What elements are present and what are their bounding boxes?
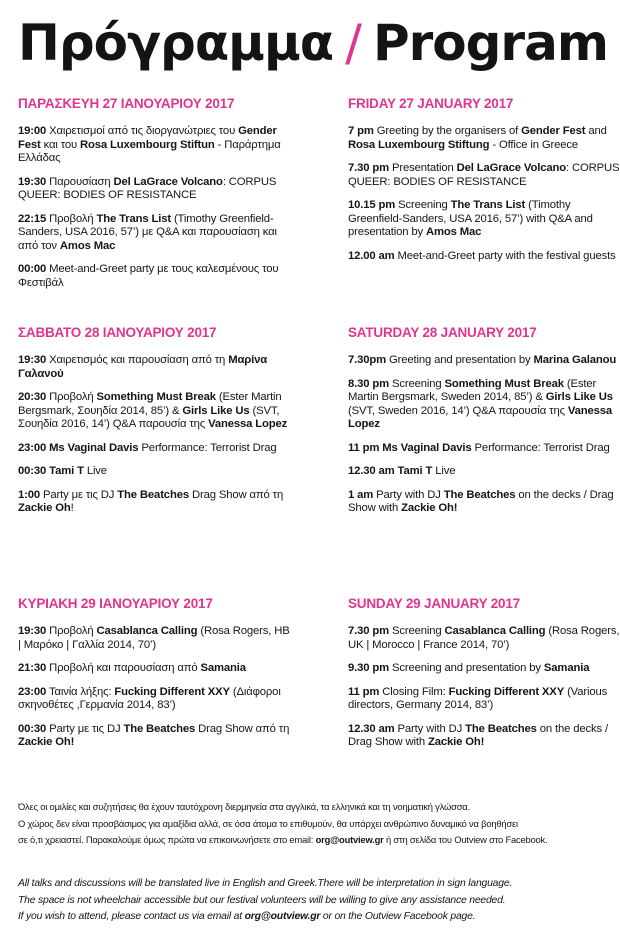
english-day-section: [348, 96, 620, 273]
body-text: Meet-and-Greet party with the festival guests: [394, 249, 616, 262]
body-text: (SVT, Σουηδία 2016, 14’) Q&A παρουσία της: [18, 404, 280, 430]
body-text: (Timothy Greenfield-Sanders, USA 2016, 57’) with Q&A and presentation by: [348, 199, 593, 238]
body-text: Performance: Terrorist Drag: [471, 441, 610, 454]
body-text: Χαιρετισμός και παρουσίαση από τη: [46, 354, 229, 366]
english-event: [348, 662, 620, 676]
english-event: [348, 489, 620, 516]
highlight-text: 19:00: [18, 125, 47, 137]
highlight-text: Zackie Oh!: [401, 502, 458, 514]
body-text: Greeting by the organisers of: [373, 125, 522, 137]
highlight-text: The Beatches: [123, 722, 196, 735]
highlight-text: Fucking Different XXY: [448, 685, 565, 698]
highlight-text: 12.30 am: [348, 465, 395, 477]
english-day-section: [348, 325, 620, 526]
body-text: Προβολή και παρουσίαση από: [46, 662, 201, 674]
highlight-text: Casablanca Calling: [444, 625, 546, 637]
highlight-text: Samania: [543, 662, 590, 674]
highlight-text: Ms Vaginal Davis: [382, 441, 472, 454]
highlight-text: The Beatches: [465, 722, 537, 735]
highlight-text: 22:15: [18, 212, 47, 225]
english-day-heading: SUNDAY 29 JANUARY 2017: [348, 596, 520, 611]
highlight-text: Rosa Luxembourg Stiftun: [80, 138, 215, 151]
highlight-text: Μαρίνα Γαλανού: [18, 354, 267, 380]
body-text: Party με τις DJ: [46, 722, 124, 735]
highlight-text: Zackie Oh!: [18, 736, 75, 748]
highlight-text: 23:00: [18, 441, 47, 454]
body-text: Screening: [389, 625, 445, 637]
highlight-text: 8.30 pm: [348, 377, 390, 390]
footer-notes-english: [18, 876, 608, 926]
body-text: Meet-and-Greet party με τους καλεσμένους του Φεστιβάλ: [18, 263, 279, 289]
body-text: Drag Show από τη: [188, 488, 284, 501]
body-text: If you wish to attend, please contact us via email at: [18, 911, 245, 922]
body-text: The space is not wheelchair accessible but our festival volunteers will be willing to give any assistance needed.: [18, 894, 506, 906]
english-event: [348, 125, 620, 152]
title-separator: /: [345, 14, 361, 72]
highlight-text: Vanessa Lopez: [208, 418, 288, 430]
body-text: Drag Show από τη: [195, 722, 290, 735]
highlight-text: Fucking Different XXY: [114, 685, 230, 698]
english-event: [348, 162, 620, 189]
highlight-text: Girls Like Us: [545, 391, 613, 403]
english-event: [348, 442, 620, 456]
highlight-text: 7.30 pm: [348, 625, 390, 637]
body-text: (Διάφοροι σκηνοθέτες ,Γερμανία 2014, 83’): [18, 685, 281, 711]
highlight-text: 11 pm: [348, 441, 380, 454]
body-text: (Rosa Rogers, UK | Morocco | France 2014, 70’): [348, 625, 620, 651]
page-title: [18, 10, 608, 76]
highlight-text: The Beatches: [443, 488, 516, 501]
body-text: Παρουσίαση: [46, 175, 114, 188]
highlight-text: 7 pm: [348, 125, 374, 137]
highlight-text: Samania: [200, 662, 246, 674]
body-text: Performance: Terrorist Drag: [138, 441, 277, 454]
highlight-text: Tami T: [49, 465, 84, 477]
body-text: Ο χώρος δεν είναι προσβάσιμος για αμαξίδια αλλά, σε όσα άτομα το επιθυμούν, θα υπάρχει ανθρώπινο δυναμικό να βοηθήσει: [18, 817, 518, 829]
english-event: [348, 199, 620, 240]
english-event: [348, 354, 620, 368]
greek-event: [18, 176, 290, 203]
body-text: Ταινία λήξης:: [46, 685, 115, 698]
title-greek: Πρόγραμμα: [18, 14, 334, 72]
english-event: [348, 465, 620, 479]
english-event: [348, 625, 620, 652]
body-text: (Timothy Greenfield-Sanders, USA 2016, 57’) με Q&A και παρουσίαση και από τον: [18, 212, 277, 252]
footer-note-line: [18, 909, 608, 926]
greek-event: [18, 263, 290, 290]
greek-day-heading: ΚΥΡΙΑΚΗ 29 ΙΑΝΟΥΑΡΙΟΥ 2017: [18, 596, 213, 611]
highlight-text: 20:30: [18, 391, 47, 403]
body-text: Προβολή: [46, 212, 97, 225]
body-text: Προβολή: [46, 625, 97, 637]
body-text: (Ester Martin Bergsmark, Σουηδία 2014, 85’) &: [18, 391, 282, 417]
highlight-text: Ms Vaginal Davis: [49, 441, 139, 454]
english-day-heading: SATURDAY 28 JANUARY 2017: [348, 325, 537, 340]
highlight-text: Vanessa Lopez: [348, 404, 613, 430]
body-text: or on the Outview Facebook page.: [320, 911, 476, 922]
english-day-heading: FRIDAY 27 JANUARY 2017: [348, 96, 514, 111]
highlight-text: Something Must Break: [444, 377, 564, 390]
footer-note-line: [18, 893, 608, 910]
body-text: Screening: [395, 199, 451, 211]
highlight-text: 21:30: [18, 662, 47, 674]
highlight-text: Casablanca Calling: [96, 625, 198, 637]
english-event: [348, 250, 620, 264]
highlight-text: Gender Fest: [18, 125, 277, 151]
footer-note-line: [18, 876, 608, 893]
highlight-text: Del LaGrace Volcano: [456, 162, 566, 174]
highlight-text: Zackie Oh!: [428, 736, 485, 748]
body-text: All talks and discussions will be translated live in English and Greek.There will be interpretation in sign language.: [18, 878, 513, 889]
highlight-text: Rosa Luxembourg Stiftung: [348, 138, 490, 151]
body-text: on the decks / Drag Show with: [348, 488, 614, 514]
highlight-text: 1:00: [18, 488, 41, 501]
body-text: : CORPUS QUEER: BODIES OF RESISTANCE: [18, 175, 277, 201]
greek-day-section: [18, 325, 290, 526]
highlight-text: 12.00 am: [348, 249, 395, 262]
highlight-text: Marina Galanou: [533, 354, 617, 366]
highlight-text: 12.30 am: [348, 722, 395, 735]
body-text: (Rosa Rogers, HB | Μαρόκο | Γαλλία 2014, 70’): [18, 625, 290, 651]
body-text: Live: [83, 465, 107, 477]
greek-event: [18, 465, 290, 479]
body-text: and: [585, 125, 607, 137]
highlight-text: 10.15 pm: [348, 199, 396, 211]
english-event: [348, 686, 620, 713]
greek-event: [18, 213, 290, 254]
body-text: on the decks / Drag Show with: [348, 722, 609, 748]
highlight-text: Amos Mac: [426, 226, 482, 238]
highlight-text: Something Must Break: [96, 391, 216, 403]
greek-event: [18, 442, 290, 456]
footer-notes-greek: [18, 799, 608, 849]
highlight-text: Zackie Oh: [18, 502, 71, 514]
greek-event: [18, 391, 290, 432]
highlight-text: 7.30 pm: [348, 162, 390, 174]
footer-note-line: [18, 832, 608, 849]
body-text: Χαιρετισμοί από τις διοργανώτριες του: [46, 125, 239, 137]
body-text: Party with DJ: [373, 488, 444, 501]
highlight-text: The Beatches: [117, 488, 189, 501]
english-day-section: [348, 596, 620, 760]
body-text: (Various directors, Germany 2014, 83’): [348, 685, 608, 711]
highlight-text: 1 am: [348, 488, 374, 501]
highlight-text: Amos Mac: [59, 239, 116, 252]
highlight-text: 23:00: [18, 685, 47, 698]
highlight-text: 19:30: [18, 175, 47, 188]
highlight-text: 00:00: [18, 263, 47, 275]
title-english: Program: [372, 14, 608, 72]
body-text: Προβολή: [46, 391, 97, 403]
footer-note-line: [18, 816, 608, 833]
highlight-text: Tami T: [397, 465, 433, 477]
greek-event: [18, 625, 290, 652]
body-text: Screening and presentation by: [389, 662, 544, 674]
highlight-text: org@outview.gr: [315, 834, 384, 845]
highlight-text: The Trans List: [96, 212, 171, 225]
body-text: και του: [40, 138, 81, 151]
body-text: ή στη σελίδα του Outview στο Facebook.: [383, 834, 548, 845]
body-text: Party with DJ: [394, 722, 466, 735]
body-text: - Παράρτημα Ελλάδας: [18, 138, 281, 164]
highlight-text: 00:30: [18, 465, 47, 477]
body-text: - Office in Greece: [489, 138, 578, 151]
body-text: : CORPUS QUEER: BODIES OF RESISTANCE: [348, 162, 620, 188]
highlight-text: org@outview.gr: [244, 911, 321, 922]
highlight-text: 7.30pm: [348, 354, 387, 366]
english-event: [348, 378, 620, 432]
highlight-text: 00:30: [18, 722, 47, 735]
highlight-text: 11 pm: [348, 685, 380, 698]
greek-day-heading: ΣΑΒΒΑΤΟ 28 ΙΑΝΟΥΑΡΙΟΥ 2017: [18, 325, 217, 340]
highlight-text: 9.30 pm: [348, 662, 390, 674]
body-text: !: [70, 502, 74, 514]
greek-event: [18, 489, 290, 516]
greek-event: [18, 686, 290, 713]
highlight-text: The Trans List: [450, 199, 526, 211]
body-text: σε ό,τι χρειαστεί. Παρακαλούμε όμως πρώτα να επικοινωνήσετε στο email:: [18, 834, 316, 845]
body-text: Screening: [389, 377, 445, 390]
greek-event: [18, 662, 290, 676]
greek-day-section: [18, 96, 290, 300]
body-text: Greeting and presentation by: [386, 354, 534, 366]
highlight-text: Girls Like Us: [182, 404, 250, 417]
greek-day-heading: ΠΑΡΑΣΚΕΥΗ 27 ΙΑΝΟΥΑΡΙΟΥ 2017: [18, 96, 235, 111]
greek-day-section: [18, 596, 290, 760]
body-text: (SVT, Sweden 2016, 14’) Q&A παρουσία της: [348, 404, 568, 417]
highlight-text: 19:30: [18, 354, 47, 366]
english-event: [348, 723, 620, 750]
highlight-text: Del LaGrace Volcano: [113, 175, 223, 188]
highlight-text: Gender Fest: [521, 125, 586, 137]
highlight-text: 19:30: [18, 625, 47, 637]
footer-note-line: [18, 799, 608, 816]
body-text: Presentation: [389, 162, 457, 174]
body-text: Closing Film:: [379, 685, 449, 698]
body-text: Live: [432, 465, 456, 477]
greek-event: [18, 125, 290, 166]
greek-event: [18, 723, 290, 750]
greek-event: [18, 354, 290, 381]
body-text: Όλες οι ομιλίες και συζητήσεις θα έχουν ταυτόχρονη διερμηνεία στα αγγλικά, τα ελληνικά και τη νοηματική γλώσσα.: [18, 801, 470, 812]
body-text: (Ester Martin Bergsmark, Sweden 2014, 85’) &: [348, 377, 597, 403]
body-text: Party με τις DJ: [40, 488, 118, 501]
